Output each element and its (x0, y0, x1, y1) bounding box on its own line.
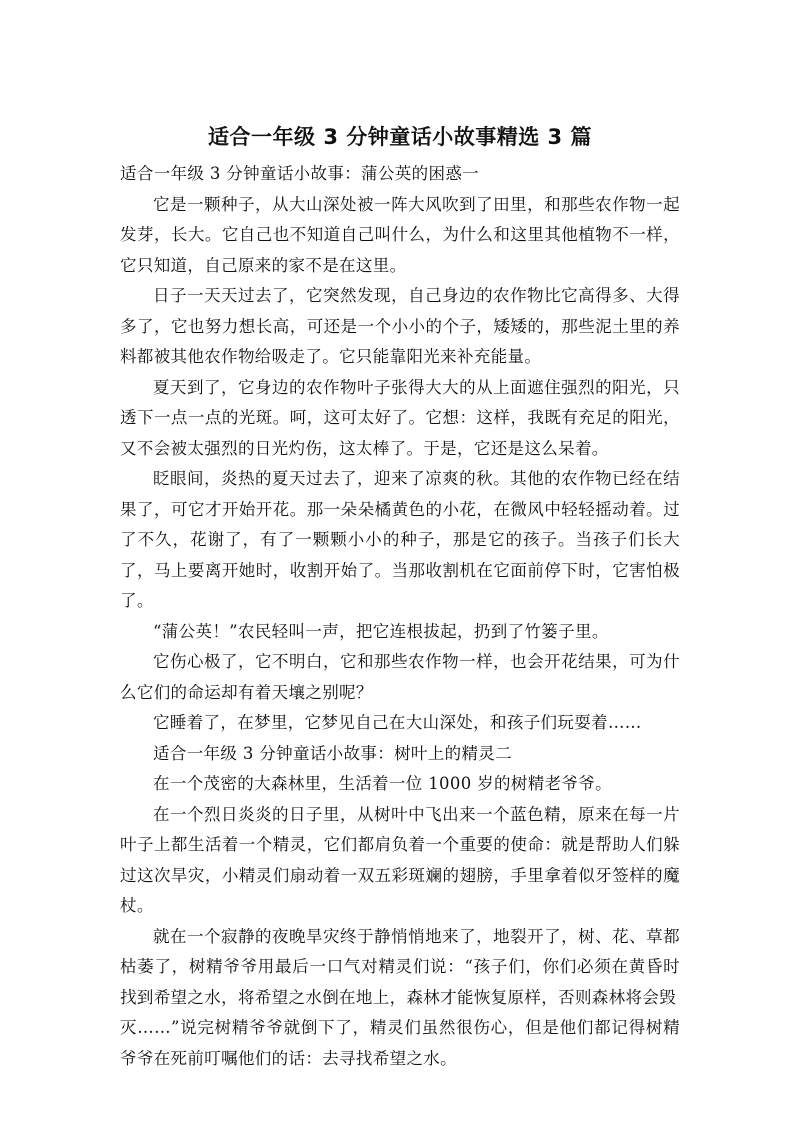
paragraph: 它睡着了，在梦里，它梦见自己在大山深处，和孩子们玩耍着…… (153, 713, 642, 732)
story-one-heading: 适合一年级 3 分钟童话小故事：蒲公英的困惑一 (120, 164, 480, 183)
paragraph: “蒲公英！”农民轻叫一声，把它连根拔起，扔到了竹篓子里。 (153, 621, 609, 641)
paragraph: 它伤心极了，它不明白，它和那些农作物一样，也会开花结果，可为什么它们的命运却有着天壤之别呢？ (120, 652, 680, 702)
paragraph: 在一个茂密的大森林里，生活着一位 1000 岁的树精老爷爷。 (153, 774, 612, 793)
paragraph: 灭……”说完树精爷爷就倒下了，精灵们虽然很伤心，但是他们都记得树精爷爷在死前叮嘱他们的话：去寻找希望之水。 (120, 1018, 680, 1068)
document-body (120, 159, 680, 1074)
paragraph: 它是一颗种子，从大山深处被一阵大风吹到了田里，和那些农作物一起发芽，长大。它自己也不知道自己叫什么，为什么和这里其他植物不一样，它只知道，自己原来的家不是在这里。 (120, 194, 680, 275)
story-two-heading: 适合一年级 3 分钟童话小故事：树叶上的精灵二 (153, 743, 513, 763)
paragraph: 就在一个寂静的夜晚旱灾终于静悄悄地来了，地裂开了，树、花、草都枯萎了，树精爷爷用最后一口气对精灵们说：“孩子们，你们必须在黄昏时找到希望之水，将希望之水倒在地上，森林才能恢复原样，否则森林将会毁 (120, 926, 680, 1007)
paragraph: 在一个烈日炎炎的日子里，从树叶中飞出来一个蓝色精，原来在每一片叶子上都生活着一个精灵，它们都肩负着一个重要的使命：就是帮助人们躲过这次旱灾，小精灵们扇动着一双五彩斑斓的翅膀，手里拿着似牙签样的魔杖。 (120, 804, 680, 915)
paragraph: 夏天到了，它身边的农作物叶子张得大大的从上面遮住强烈的阳光，只透下一点一点的光斑。呵，这可太好了。它想：这样，我既有充足的阳光，又不会被太强烈的日光灼伤，这太棒了。于是，它还是这么呆着。 (120, 377, 680, 458)
document-title: 适合一年级 3 分钟童话小故事精选 3 篇 (208, 125, 592, 149)
paragraph: 眨眼间，炎热的夏天过去了，迎来了凉爽的秋。其他的农作物已经在结果了，可它才开始开花。那一朵朵橘黄色的小花，在微风中轻轻摇动着。过了不久，花谢了，有了一颗颗小小的种子，那是它的孩子。当孩子们长大了，马上要离开她时，收割开始了。当那收割机在它面前停下时，它害怕极了。 (120, 469, 680, 610)
paragraph: 日子一天天过去了，它突然发现，自己身边的农作物比它高得多、大得多了，它也努力想长高，可还是一个小小的个子，矮矮的，那些泥土里的养料都被其他农作物给吸走了。它只能靠阳光来补充能量。 (120, 286, 680, 366)
